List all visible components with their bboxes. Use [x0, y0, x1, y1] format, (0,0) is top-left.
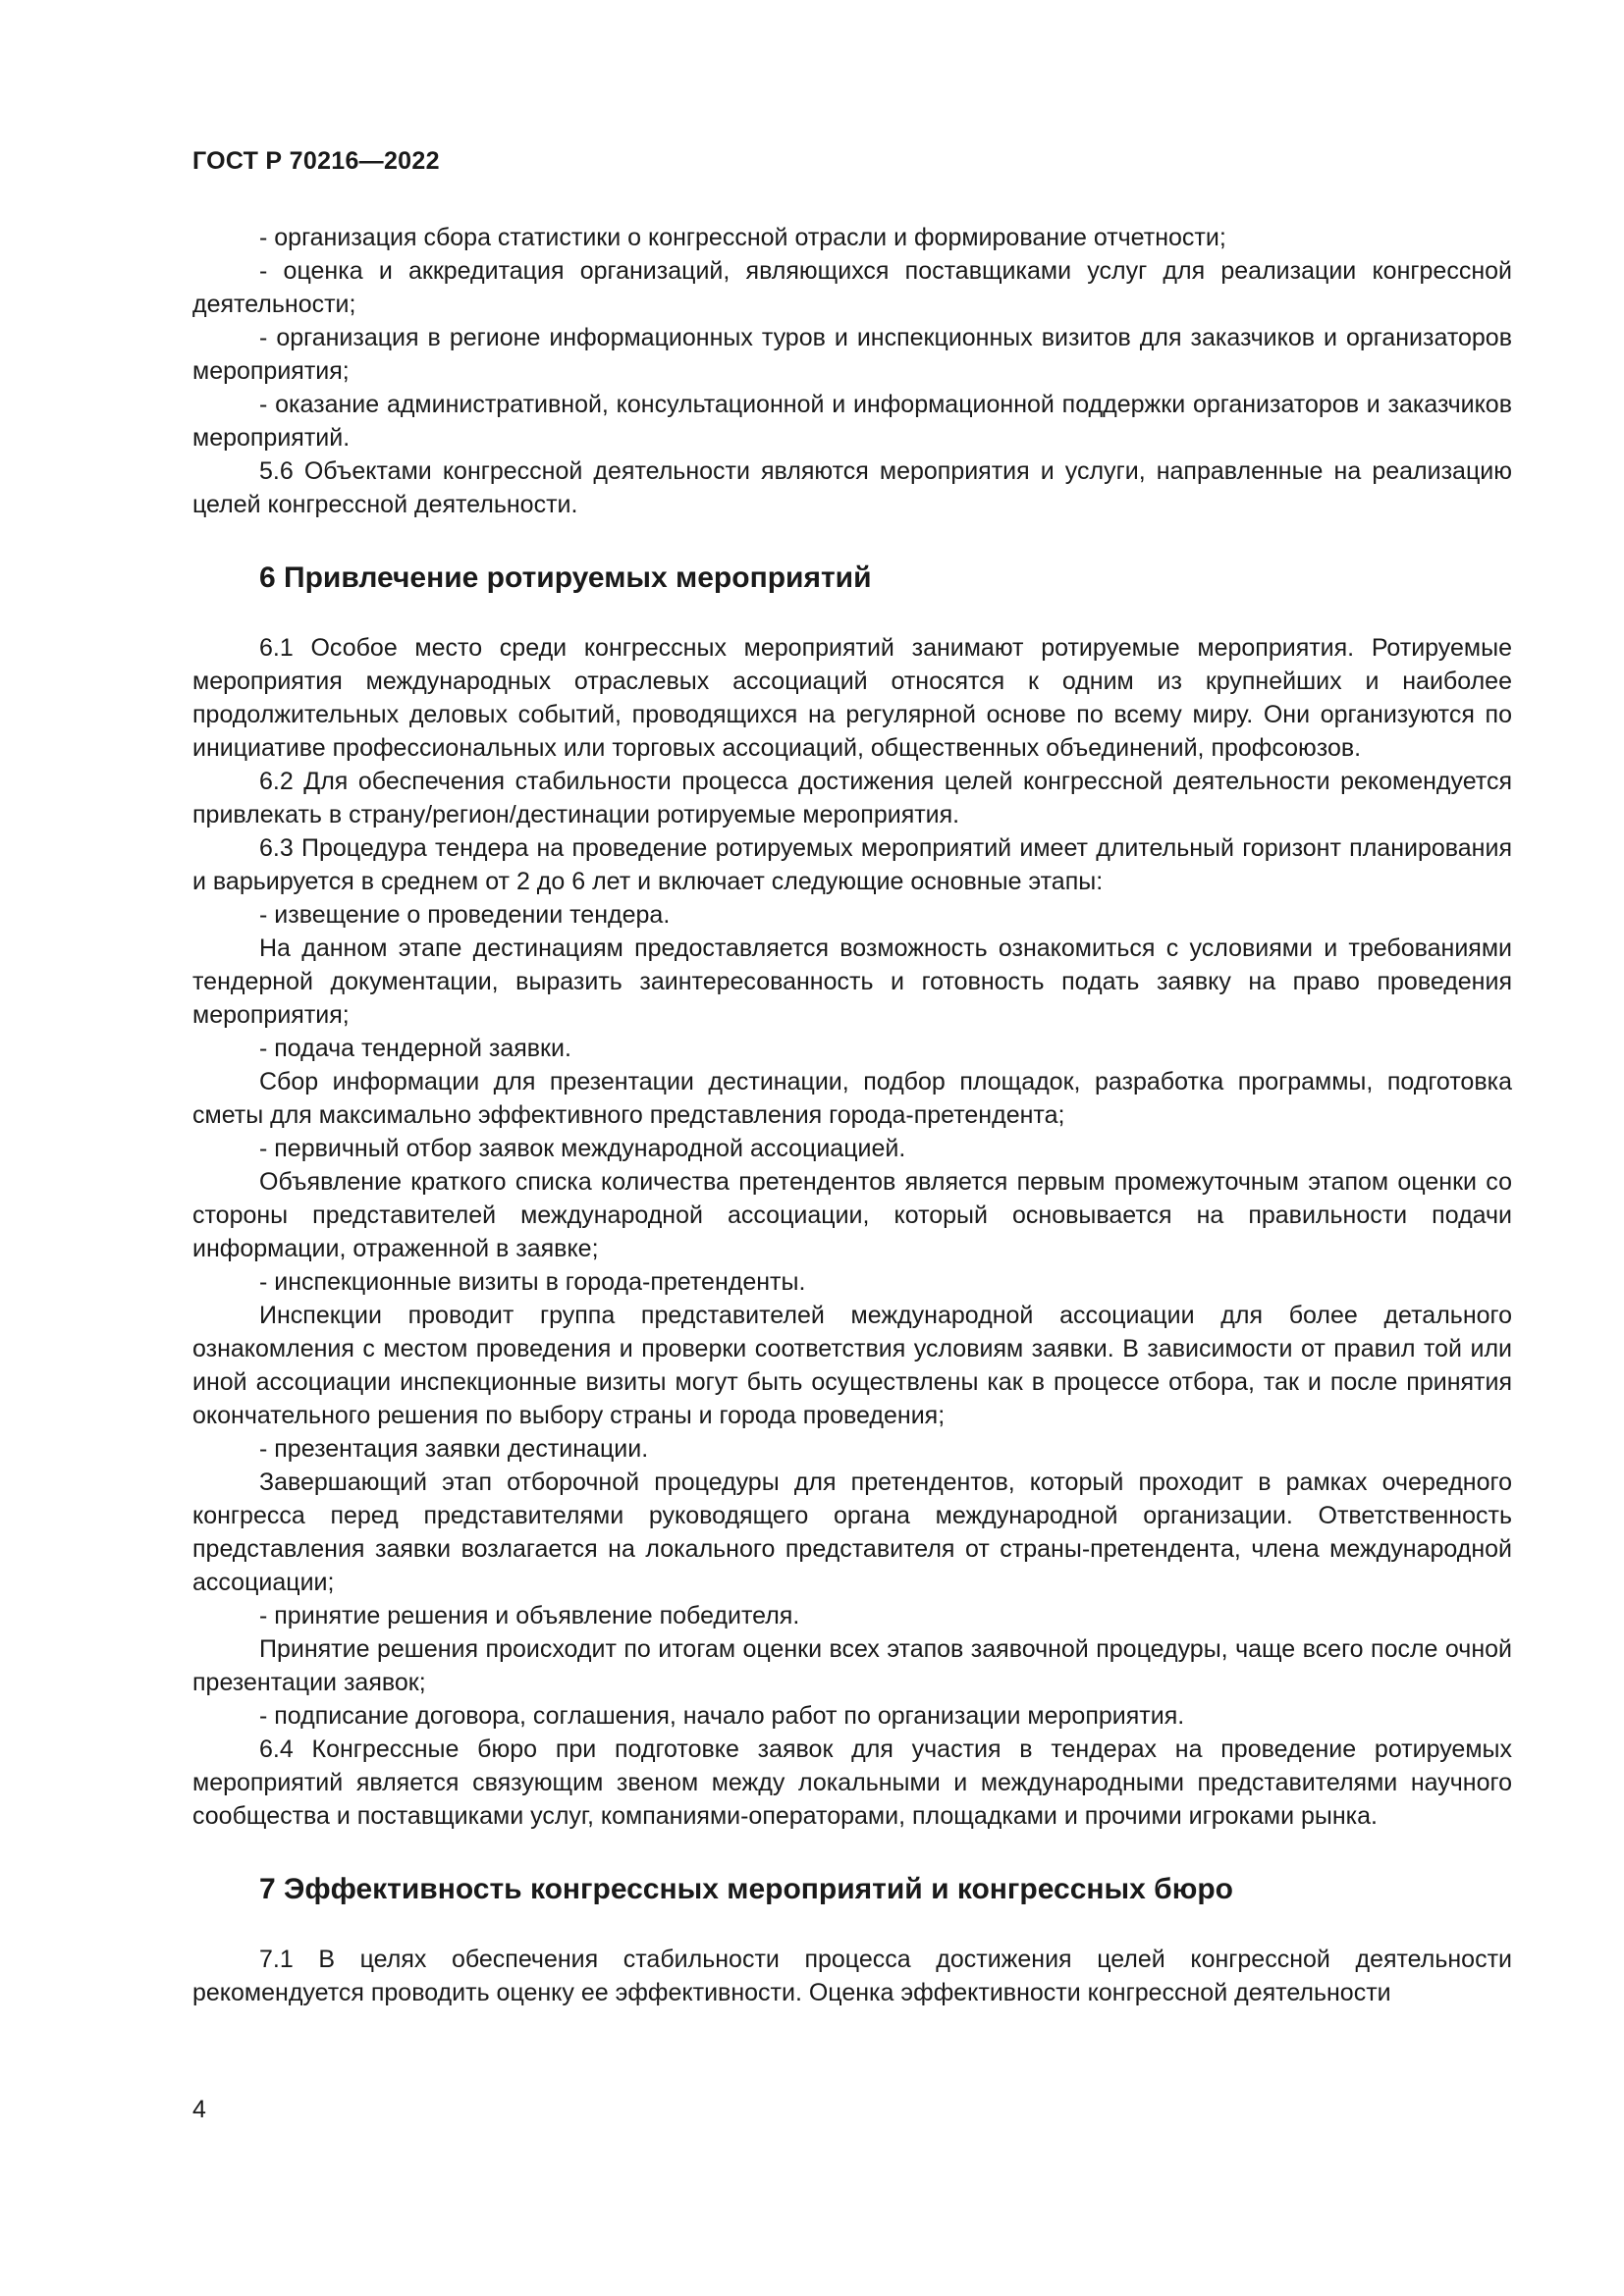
list-item: - принятие решения и объявление победителя.	[259, 1602, 800, 1629]
document-header: ГОСТ Р 70216—2022	[192, 147, 440, 175]
paragraph-5-6: 5.6 Объектами конгрессной деятельности являются мероприятия и услуги, направленные на реализацию целей конгрессной деятельности.	[192, 457, 1512, 518]
paragraph: Принятие решения происходит по итогам оценки всех этапов заявочной процедуры, чаще всего после очной презентации заявок;	[192, 1635, 1512, 1696]
paragraph: Сбор информации для презентации дестинации, подбор площадок, разработка программы, подготовка сметы для максимально эффективного представления города-претендента;	[192, 1068, 1512, 1129]
list-item: - презентация заявки дестинации.	[259, 1435, 649, 1463]
paragraph: 6.1 Особое место среди конгрессных мероприятий занимают ротируемые мероприятия. Ротируемые мероприятия международных отраслевых ассоциаций относятся к одним из крупнейших и наиболее продолжительных деловых событий, проводящихся на регулярной основе по всему миру. Они организуются по инициативе профессиональных или торговых ассоциаций, общественных объединений, профсоюзов.	[192, 634, 1512, 762]
section-7-heading: 7 Эффективность конгрессных мероприятий и конгрессных бюро	[259, 1873, 1233, 1905]
list-item: - первичный отбор заявок международной ассоциацией.	[259, 1135, 906, 1162]
list-item: - оценка и аккредитация организаций, являющихся поставщиками услуг для реализации конгрессной деятельности;	[192, 257, 1512, 318]
list-item: - организация сбора статистики о конгрессной отрасли и формирование отчетности;	[259, 224, 1226, 251]
paragraph: На данном этапе дестинациям предоставляется возможность ознакомиться с условиями и требованиями тендерной документации, выразить заинтересованность и готовность подать заявку на право проведения мероприятия;	[192, 934, 1512, 1029]
paragraph: 6.2 Для обеспечения стабильности процесса достижения целей конгрессной деятельности рекомендуется привлекать в страну/регион/дестинации ротируемые мероприятия.	[192, 768, 1512, 828]
paragraph: Объявление краткого списка количества претендентов является первым промежуточным этапом оценки со стороны представителей международной ассоциации, который основывается на правильности подачи информации, отраженной в заявке;	[192, 1168, 1512, 1262]
section-6-heading: 6 Привлечение ротируемых мероприятий	[259, 561, 872, 594]
list-item: - подписание договора, соглашения, начало работ по организации мероприятия.	[259, 1702, 1185, 1730]
paragraph: Завершающий этап отборочной процедуры для претендентов, который проходит в рамках очередного конгресса перед представителями руководящего органа международной организации. Ответственность представления заявки возлагается на локального представителя от страны-претендента, члена международной ассоциации;	[192, 1468, 1512, 1596]
document-body	[192, 221, 1512, 2009]
paragraph: 6.3 Процедура тендера на проведение ротируемых мероприятий имеет длительный горизонт планирования и варьируется в среднем от 2 до 6 лет и включает следующие основные этапы:	[192, 834, 1512, 895]
paragraph: 7.1 В целях обеспечения стабильности процесса достижения целей конгрессной деятельности рекомендуется проводить оценку ее эффективности. Оценка эффективности конгрессной деятельности	[192, 1946, 1512, 2006]
list-item: - подача тендерной заявки.	[259, 1035, 571, 1062]
list-item: - извещение о проведении тендера.	[259, 901, 671, 929]
paragraph: 6.4 Конгрессные бюро при подготовке заявок для участия в тендерах на проведение ротируемых мероприятий является связующим звеном между локальными и международными представителями научного сообщества и поставщиками услуг, компаниями-операторами, площадками и прочими игроками рынка.	[192, 1735, 1512, 1830]
list-item: - оказание административной, консультационной и информационной поддержки организаторов и заказчиков мероприятий.	[192, 391, 1512, 452]
paragraph: Инспекции проводит группа представителей международной ассоциации для более детального ознакомления с местом проведения и проверки соответствия условиям заявки. В зависимости от правил той или иной ассоциации инспекционные визиты могут быть осуществлены как в процессе отбора, так и после принятия окончательного решения по выбору страны и города проведения;	[192, 1302, 1512, 1429]
list-item: - организация в регионе информационных туров и инспекционных визитов для заказчиков и организаторов мероприятия;	[192, 324, 1512, 385]
page-number: 4	[192, 2096, 206, 2123]
list-item: - инспекционные визиты в города-претенденты.	[259, 1268, 806, 1296]
